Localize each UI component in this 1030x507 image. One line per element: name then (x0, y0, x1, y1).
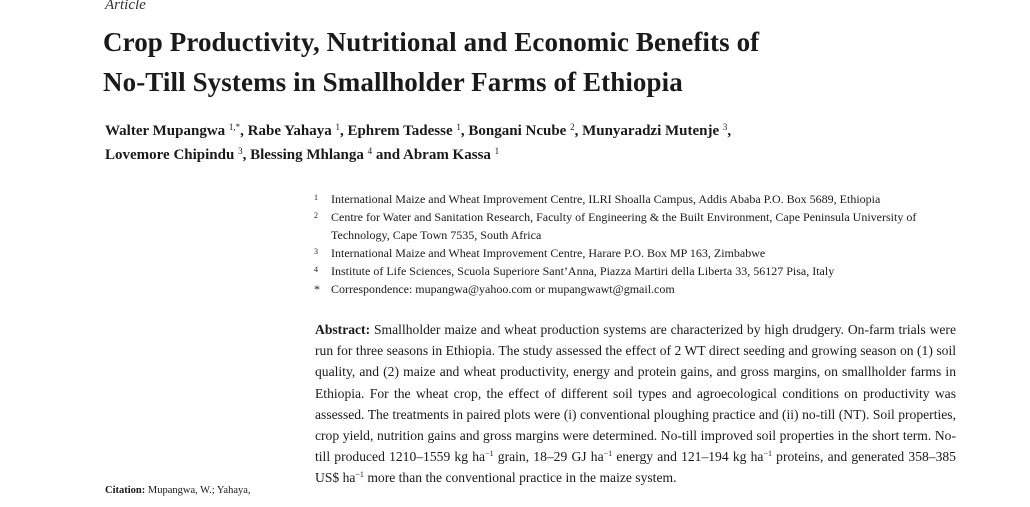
author-separator: , (240, 123, 248, 139)
author-name[interactable]: Walter Mupangwa (105, 123, 226, 139)
author-separator: and (372, 147, 403, 163)
abstract-text: more than the conventional practice in the maize system. (363, 470, 677, 486)
affiliation-text: Centre for Water and Sanitation Research, Faculty of Engineering & the Built Environment, Cape Peninsula University of Technology, Cape Town 7535, South Africa (331, 210, 917, 242)
affiliation-mark: 2 (314, 211, 318, 220)
paper-title (103, 22, 759, 102)
author-separator: , (339, 123, 348, 139)
affiliation-mark: 1 (314, 193, 318, 202)
unit-exponent: −1 (763, 449, 772, 459)
author-separator: , (460, 123, 469, 139)
correspondence-mark: * (314, 282, 320, 296)
citation-text: Mupangwa, W.; Yahaya, (145, 485, 251, 496)
citation-label: Citation: (105, 485, 146, 496)
author-affiliation-sup: 3 (722, 122, 728, 132)
author-name[interactable]: Blessing Mhlanga (250, 147, 364, 163)
affiliation-text: International Maize and Wheat Improvement Centre, Harare P.O. Box MP 163, Zimbabwe (331, 246, 766, 260)
title-line-2: No-Till Systems in Smallholder Farms of Ethiopia (103, 67, 683, 97)
abstract-text: grain, 18–29 GJ ha (493, 449, 604, 465)
affiliation-mark: 3 (314, 247, 318, 256)
author-affiliation-sup: 1 (335, 122, 340, 132)
abstract-text: proteins, and generated 358–385 US$ ha (315, 449, 956, 486)
citation-block (105, 485, 251, 496)
correspondence-text[interactable]: Correspondence: mupangwa@yahoo.com or mupangwawt@gmail.com (331, 282, 675, 296)
affiliation-item (314, 262, 959, 280)
author-separator: , (574, 123, 583, 139)
author-name[interactable]: Munyaradzi Mutenje (582, 123, 720, 139)
article-type-label: Article (105, 0, 146, 13)
author-separator: , (727, 123, 732, 139)
unit-exponent: −1 (355, 470, 364, 480)
author-affiliation-sup: 2 (570, 122, 575, 132)
unit-exponent: −1 (485, 449, 494, 459)
unit-exponent: −1 (603, 449, 613, 459)
affiliation-item (314, 208, 959, 244)
author-name[interactable]: Abram Kassa (402, 147, 491, 163)
affiliation-text: International Maize and Wheat Improvement Centre, ILRI Shoalla Campus, Addis Ababa P.O. Box 5689, Ethiopia (331, 192, 881, 206)
title-line-1: Crop Productivity, Nutritional and Economic Benefits of (103, 27, 760, 57)
author-name[interactable]: Ephrem Tadesse (347, 123, 453, 139)
author-name[interactable]: Lovemore Chipindu (105, 147, 235, 163)
correspondence-item (314, 280, 959, 298)
affiliation-mark: 4 (314, 265, 318, 274)
author-separator: , (242, 147, 251, 163)
author-affiliation-sup: 1 (456, 122, 461, 132)
author-line-1 (105, 119, 731, 143)
affiliation-list (314, 190, 959, 298)
author-name[interactable]: Rabe Yahaya (247, 123, 332, 139)
author-affiliation-sup: 1 (494, 146, 500, 156)
author-affiliation-sup: 3 (238, 146, 243, 156)
author-list (105, 119, 731, 167)
author-name[interactable]: Bongani Ncube (468, 123, 567, 139)
abstract-text: Smallholder maize and wheat production systems are characterized by high drudgery. On-farm trials were run for three seasons in Ethiopia. The study assessed the effect of 2 WT direct seeding and growing season on (1) soil quality, and (2) maize and wheat productivity, energy and protein gains, and gross margins, on smallholder farms in Ethiopia. For the wheat crop, the effect of different soil types and agroecological conditions on productivity was assessed. The treatments in paired plots were (i) conventional ploughing practice and (ii) no-till (NT). Soil properties, crop yield, nutrition gains and gross margins were determined. No-till improved soil properties in the short term. No-till produced 1210–1559 kg ha (315, 322, 956, 465)
author-line-2 (105, 143, 731, 167)
author-affiliation-sup: 4 (367, 146, 373, 156)
affiliation-item (314, 244, 959, 262)
abstract-text: energy and 121–194 kg ha (612, 449, 764, 465)
author-affiliation-sup: 1,* (228, 122, 241, 132)
abstract-paragraph (315, 319, 956, 489)
abstract-label: Abstract: (315, 322, 371, 337)
affiliation-item (314, 190, 959, 208)
affiliation-text: Institute of Life Sciences, Scuola Superiore Sant’Anna, Piazza Martiri della Liberta 33, 56127 Pisa, Italy (331, 264, 835, 278)
